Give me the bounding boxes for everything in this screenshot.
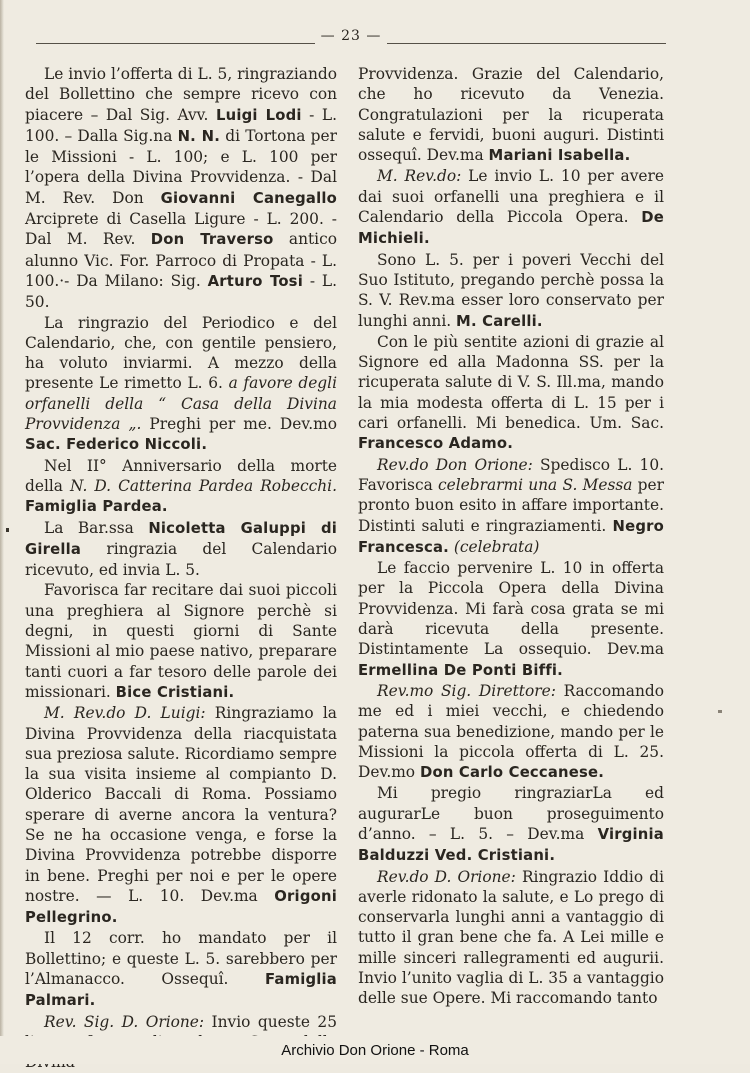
signature-name: Francesco Adamo. [358,435,514,453]
italic-phrase: Rev. Sig. D. Orione: [44,1012,205,1031]
signature-name: Negro Francesca. [358,517,664,556]
paragraph: Con le più sentite azioni di grazie al Signore ed alla Madonna SS. per la ricuperata salute di V. S. Ill.ma, mando la mia modesta offerta di L. 15 per i cari orfanelli. Mi benedica. Um. Sac. Francesco Adamo. [358,332,664,453]
signature-name: Mariani Isabella. [488,147,631,165]
paragraph: Sono L. 5. per i poveri Vecchi del Suo Istituto, pregando perchè possa la S. V. Rev.ma esser loro conservato per lunghi anni. M. Carelli. [358,250,664,330]
paragraph: Le faccio pervenire L. 10 in offerta per la Piccola Opera della Divina Provvidenza. Mi farà cosa grata se mi darà ricevuta della presente. Distintamente La ossequio. Dev.ma Ermellina De Ponti Biffi. [358,559,664,679]
italic-phrase: Rev.do D. Orione: [377,867,516,886]
signature-name: Virginia Balduzzi Ved. Cristiani. [358,825,664,865]
paragraph: Rev.do Don Orione: Spedisco L. 10. Favorisca celebrarmi una S. Messa per pronto buon esito in affare importante. Distinti saluti e ringraziamenti. Negro Francesca. (celebrata) [358,455,665,556]
paragraph: Le invio l’offerta di L. 5, ringraziando del Bollettino che sempre ricevo con piacere – Dal Sig. Avv. Luigi Lodi - L. 100. – Dalla Sig.na N. N. di Tortona per le Missioni - L. 100; e L. 100 per l’opera della Divina Provvidenza. - Dal M. Rev. Don Giovanni Canegallo Arciprete di Casella Ligure - L. 200. - Dal M. Rev. Don Traverso antico alunno Vic. For. Parroco di Propata - L. 100.·- Da Milano: Sig. Arturo Tosi - L. 50. [25,65,337,312]
paragraph: Rev. Sig. D. Orione: Invio queste 25 [44,1012,337,1031]
paragraph: M. Rev.do D. Luigi: Ringraziamo la Divina Provvidenza della riacquistata sua preziosa salute. Ricordiamo sempre la sua visita insieme al compianto D. Olderico Baccali di Roma. Possiamo sperare di averne ancora la ventura? Se ne ha occasione venga, e forse la Divina Provvidenza potrebbe disporre in bene. Preghi per noi e per le opere nostre. — L. 10. Dev.ma Origoni Pellegrino. [25,704,337,927]
signature-name: M. Carelli. [456,312,543,330]
signature-name: Nicoletta Galuppi di Girella [25,519,338,558]
signature-name: Ermellina De Ponti Biffi. [358,661,563,679]
page-header [36,26,666,50]
paragraph: Favorisca far recitare dai suoi piccoli una preghiera al Signore perchè si degni, in questi giorni di Sante Missioni al mio paese nativo, preparare tanti cuori a far tesoro delle parole dei missionari. Bice Cristiani. [25,581,337,701]
signature-name: De Michieli. [358,209,664,248]
signature-name: Giovanni Canegallo [160,189,337,207]
scan-speck [6,528,9,532]
italic-phrase: Rev.mo Sig. Direttore: [377,681,556,700]
scan-speck [718,710,722,713]
italic-phrase: Rev.do Don Orione: [377,455,533,474]
signature-name: Luigi Lodi [215,106,302,124]
signature-name: Origoni Pellegrino. [25,887,337,927]
signature-name: Arturo Tosi [207,272,303,290]
signature-name: Famiglia Pardea. [25,498,168,516]
italic-phrase: M. Rev.do D. Luigi: [44,704,206,723]
archive-label: Archivio Don Orione - Roma [281,1042,469,1059]
signature-name: Don Carlo Ceccanese. [419,764,605,782]
paragraph: La ringrazio del Periodico e del Calendario, che, con gentile pensiero, ha voluto inviarmi. A mezzo della presente Le rimetto L. 6. a favore degli orfanelli della “ Casa della Divina Provvidenza „. Preghi per me. Dev.mo Sac. Federico Niccoli. [25,313,338,454]
italic-phrase: a favore degli orfanelli della “ Casa della Divina Provvidenza „. [25,374,338,434]
page-edge-shadow [0,0,4,1064]
page-number: — 23 — [36,28,666,44]
left-column [25,64,337,1073]
signature-name: N. N. [177,127,221,145]
paragraph: La Bar.ssa Nicoletta Galuppi di Girella ringrazia del Calendario ricevuto, ed invia L. 5. [25,518,338,580]
paragraph: Mi pregio ringraziarLa ed augurarLe buon proseguimento d’anno. – L. 5. – Dev.ma Virginia Balduzzi Ved. Cristiani. [358,784,664,865]
italic-phrase: (celebrata) [453,537,540,556]
signature-name: Sac. Federico Niccoli. [25,436,208,454]
paragraph: Provvidenza. Grazie del Calendario, che ho ricevuto da Venezia. Congratulazioni per la ricuperata salute e fervidi, buoni auguri. Distinti ossequî. Dev.ma Mariani Isabella. [358,65,664,165]
paragraph: Il 12 corr. ho mandato per il Bollettino; e queste L. 5. sarebbero per l’Almanacco. Ossequî. Famiglia Palmari. [25,929,337,1010]
signature-name: Famiglia Palmari. [25,971,337,1010]
italic-phrase: N. D. Catterina Pardea Robecchi. [70,476,337,495]
signature-name: Don Traverso [150,231,274,249]
right-column [358,64,664,1009]
italic-phrase: celebrarmi una S. Messa [437,475,633,494]
paragraph: Rev.mo Sig. Direttore: Raccomando me ed i miei vecchi, e chiedendo paterna sua benedizione, mando per le Missioni la piccola offerta di L. 25. Dev.mo Don Carlo Ceccanese. [358,681,664,782]
archive-footer [0,1036,750,1064]
paragraph: Nel II° Anniversario della morte della N. D. Catterina Pardea Robecchi. Famiglia Pardea. [25,456,337,516]
paragraph: M. Rev.do: Le invio L. 10 per avere dai suoi orfanelli una preghiera e il Calendario della Piccola Opera. De Michieli. [358,167,664,248]
italic-phrase: M. Rev.do: [377,167,462,186]
paragraph: Rev.do D. Orione: Ringrazio Iddio di averle ridonato la salute, e Lo prego di conservarla lunghi anni a vantaggio di tutto il gran bene che fa. A Lei mille e mille sinceri rallegramenti ed augurii. Invio l’unito vaglia di L. 35 a vantaggio delle sue Opere. Mi raccomando tanto [358,867,664,1008]
signature-name: Bice Cristiani. [115,683,235,701]
